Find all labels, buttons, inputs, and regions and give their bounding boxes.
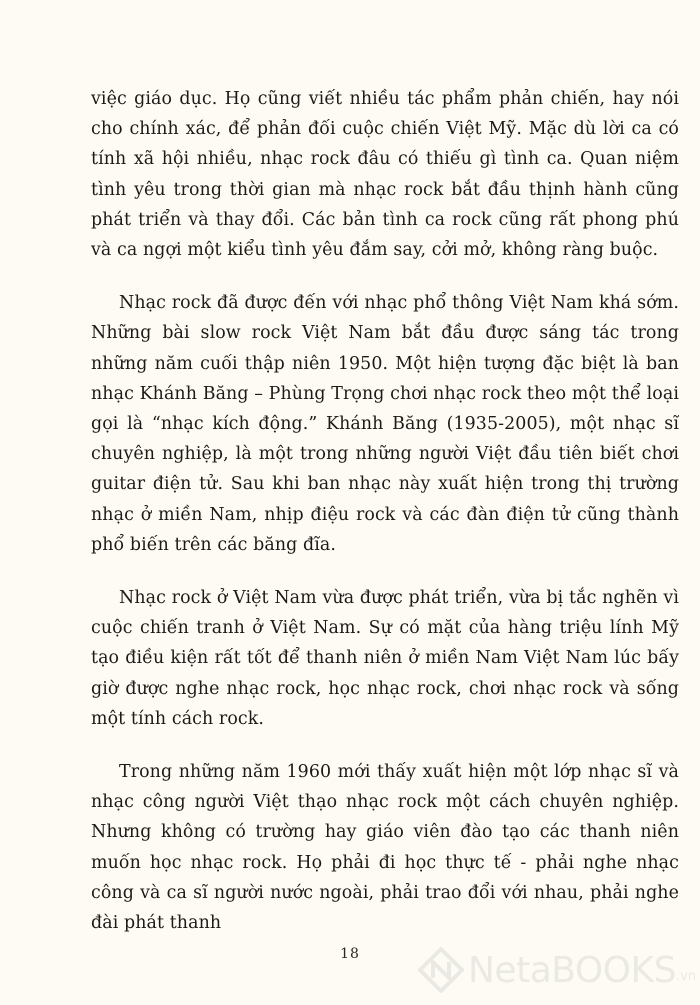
page-number: 18 xyxy=(340,946,360,962)
paragraph-4: Trong những năm 1960 mới thấy xuất hiện một lớp nhạc sĩ và nhạc công người Việt thạo nhạc rock một cách chuyên nghiệp. Nhưng không có trường hay giáo viên đào tạo các thanh niên muốn học nhạc rock. Họ phải đi học thực tế - phải nghe nhạc công và ca sĩ người nước ngoài, phải trao đổi với nhau, phải nghe đài phát thanh xyxy=(91,762,679,934)
paragraph-2: Nhạc rock đã được đến với nhạc phổ thông Việt Nam khá sớm. Những bài slow rock Việt Nam bắt đầu được sáng tác trong những năm cuối thập niên 1950. Một hiện tượng đặc biệt là ban nhạc Khánh Băng – Phùng Trọng chơi nhạc rock theo một thể loại gọi là “nhạc kích động.” Khánh Băng (1935-2005), một nhạc sĩ chuyên nghiệp, là một trong những người Việt đầu tiên biết chơi guitar điện tử. Sau khi ban nhạc này xuất hiện trong thị trường nhạc ở miền Nam, nhịp điệu rock và các đàn điện tử cũng thành phổ biến trên các băng đĩa. xyxy=(91,293,679,555)
netabooks-logo-icon xyxy=(418,947,464,993)
paragraph-1: việc giáo dục. Họ cũng viết nhiều tác phẩm phản chiến, hay nói cho chính xác, để phản đối cuộc chiến Việt Mỹ. Mặc dù lời ca có tính xã hội nhiều, nhạc rock đâu có thiếu gì tình ca. Quan niệm tình yêu trong thời gian mà nhạc rock bắt đầu thịnh hành cũng phát triển và thay đổi. Các bản tình ca rock cũng rất phong phú và ca ngợi một kiểu tình yêu đắm say, cởi mở, không ràng buộc. xyxy=(91,89,679,261)
watermark xyxy=(418,942,696,998)
watermark-brand: NetaBOOKS xyxy=(468,949,676,991)
page-body xyxy=(91,84,679,961)
watermark-suffix: .vn xyxy=(675,969,697,984)
paragraph-3: Nhạc rock ở Việt Nam vừa được phát triển, vừa bị tắc nghẽn vì cuộc chiến tranh ở Việt Nam. Sự có mặt của hàng triệu lính Mỹ tạo điều kiện rất tốt để thanh niên ở miền Nam Việt Nam lúc bấy giờ được nghe nhạc rock, học nhạc rock, chơi nhạc rock và sống một tính cách rock. xyxy=(91,588,679,729)
